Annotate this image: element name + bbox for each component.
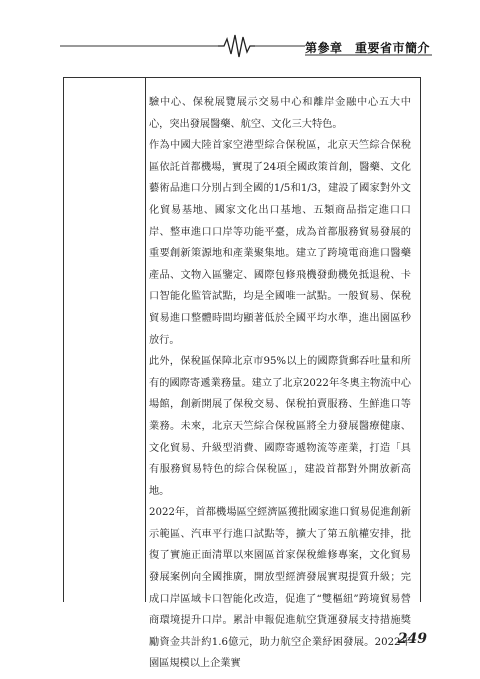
column-divider <box>145 78 146 602</box>
paragraph: 作為中國大陸首家空港型綜合保稅區，北京天竺綜合保稅區依託首都機場，實現了24項全國政策首創，醫藥、文化藝術品進口分別占到全國的1/5和1/3，建設了國家對外文化貿易基地、國家文化出口基地、五類商品指定進口口岸、整車進口口岸等功能平臺，成為首都服務貿易發展的重要創新策源地和產業聚集地。建立了跨境電商進口醫藥產品、文物入區鑒定、國際包修飛機發動機免抵退稅、卡口智能化監管試點，均是全國唯一試點。一般貿易、保稅貿易進口整體時間均顯著低於全國平均水準，進出園區秒放行。 <box>149 140 411 346</box>
paragraph: 此外，保稅區保障北京市95%以上的國際貨郵吞吐量和所有的國際寄遞業務量。建立了北京2022年冬奧主物流中心場館，創新開展了保稅交易、保稅拍賣服務、生鮮進口等業務。未來，北京天竺綜合保稅區將全力發展醫療健康、文化貿易、升級型消費、國際寄遞物流等產業，打造「具有服務貿易特色的綜合保稅區」，建設首都對外開放新高地。 <box>149 356 411 497</box>
chapter-header <box>0 30 480 60</box>
paragraph: 2022年，首都機場區空經濟區獲批國家進口貿易促進創新示範區、汽車平行進口試點等，擴大了第五航權安排，批復了實施正面清單以來園區首家保稅維修專案，文化貿易發展案例向全國推廣，開放型經濟發展實現提質升級；完成口岸區域卡口智能化改造，促進了“雙樞紐”跨境貿易營商環境提升口岸。累計申報促進航空貨運發展支持措施獎勵資金共計約1.6億元，助力航空企業紓困發展。2022年園區規模以上企業實 <box>149 507 411 670</box>
page-number: 249 <box>397 631 427 647</box>
main-text <box>149 92 411 675</box>
paragraph: 驗中心、保稅展覽展示交易中心和離岸金融中心五大中心，突出發展醫藥、航空、文化三大特色。 <box>149 97 411 130</box>
chapter-title: 第參章 重要省市簡介 <box>304 41 430 55</box>
